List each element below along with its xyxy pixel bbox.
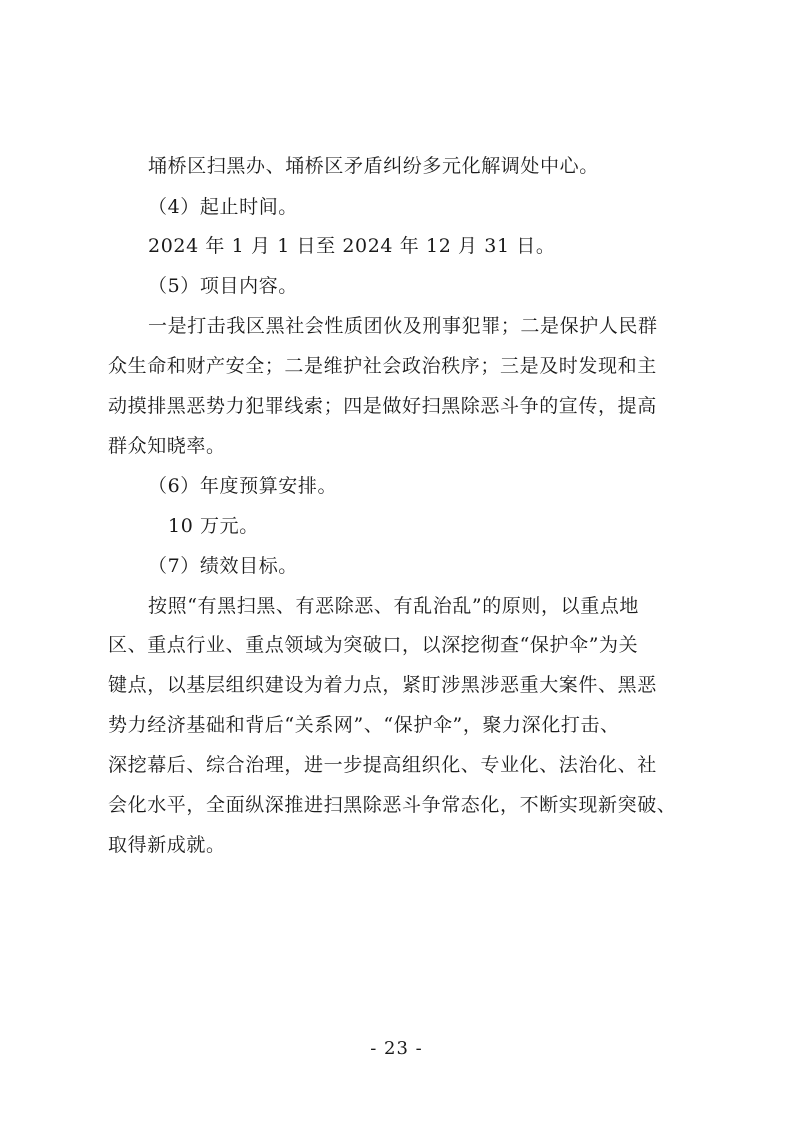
text-line-4: （5）项目内容。 bbox=[148, 275, 298, 297]
text-line-15: 势力经济基础和背后“关系网”、“保护伞”，聚力深化打击、 bbox=[108, 714, 620, 736]
text-line-10: 10 万元。 bbox=[168, 515, 259, 537]
page-number: - 23 - bbox=[370, 1038, 423, 1059]
text-line-8: 群众知晓率。 bbox=[108, 435, 226, 457]
text-line-13: 区、重点行业、重点领域为突破口，以深挖彻查“保护伞”为关 bbox=[108, 634, 639, 656]
text-line-6: 众生命和财产安全；二是维护社会政治秩序；三是及时发现和主 bbox=[108, 355, 657, 377]
text-line-14: 键点，以基层组织建设为着力点，紧盯涉黑涉恶重大案件、黑恶 bbox=[108, 674, 657, 696]
text-line-7: 动摸排黑恶势力犯罪线索；四是做好扫黑除恶斗争的宣传，提高 bbox=[108, 395, 657, 417]
text-line-12: 按照“有黑扫黑、有恶除恶、有乱治乱”的原则，以重点地 bbox=[148, 595, 640, 617]
text-line-18: 取得新成就。 bbox=[108, 834, 226, 856]
text-line-17: 会化水平，全面纵深推进扫黑除恶斗争常态化，不断实现新突破、 bbox=[108, 794, 677, 816]
text-line-5: 一是打击我区黑社会性质团伙及刑事犯罪；二是保护人民群 bbox=[148, 315, 658, 337]
text-line-3: 2024 年 1 月 1 日至 2024 年 12 月 31 日。 bbox=[148, 235, 556, 257]
text-line-2: （4）起止时间。 bbox=[148, 196, 298, 218]
text-line-16: 深挖幕后、综合治理，进一步提高组织化、专业化、法治化、社 bbox=[108, 754, 657, 776]
text-line-1: 埇桥区扫黑办、埇桥区矛盾纠纷多元化解调处中心。 bbox=[148, 155, 599, 177]
text-line-11: （7）绩效目标。 bbox=[148, 555, 298, 577]
text-line-9: （6）年度预算安排。 bbox=[148, 475, 338, 497]
